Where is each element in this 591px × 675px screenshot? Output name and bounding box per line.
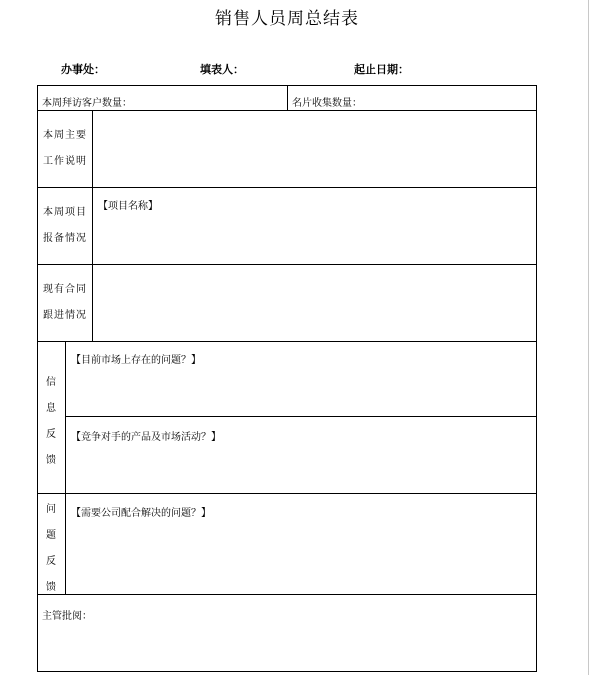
market-problem-field[interactable] — [66, 366, 536, 416]
office-label: 办事处： — [61, 63, 105, 76]
summary-form-table — [37, 85, 537, 672]
company-support-hint: 【需要公司配合解决的问题？】 — [71, 508, 211, 519]
info-label-char: 息 — [46, 403, 56, 414]
cards-count-field[interactable]: 名片收集数量： — [292, 98, 362, 109]
project-label-line2: 报备情况 — [43, 233, 87, 244]
contract-label-line1: 现有合同 — [43, 284, 87, 295]
contract-label-line2: 跟进情况 — [43, 310, 87, 321]
issue-label-char: 反 — [46, 556, 56, 567]
issue-label-char: 馈 — [46, 582, 56, 593]
row-divider — [38, 493, 536, 494]
competitor-hint: 【竞争对手的产品及市场活动？】 — [71, 432, 221, 443]
supervisor-comment-field[interactable] — [98, 595, 536, 671]
issue-label-char: 题 — [46, 530, 56, 541]
page-title: 销售人员周总结表 — [215, 9, 359, 29]
competitor-field[interactable] — [66, 443, 536, 493]
project-report-field[interactable] — [93, 211, 536, 264]
project-report-label — [38, 200, 92, 252]
info-label-char: 信 — [46, 377, 56, 388]
info-feedback-label — [38, 370, 64, 474]
page-edge — [588, 0, 589, 675]
contract-followup-field[interactable] — [93, 265, 536, 341]
row-divider — [65, 416, 536, 417]
company-support-field[interactable] — [66, 519, 536, 594]
row-divider — [38, 341, 536, 342]
work-description-label — [38, 123, 92, 175]
supervisor-comment-label: 主管批阅： — [42, 611, 92, 622]
info-label-char: 反 — [46, 429, 56, 440]
contract-followup-label — [38, 277, 92, 329]
project-name-hint: 【项目名称】 — [98, 201, 158, 212]
filler-label: 填表人： — [200, 63, 244, 76]
market-problem-hint: 【目前市场上存在的问题？】 — [71, 355, 201, 366]
visits-count-field[interactable]: 本周拜访客户数量： — [42, 98, 132, 109]
row-divider — [38, 187, 536, 188]
issue-feedback-label — [38, 497, 64, 601]
column-divider — [287, 86, 288, 110]
work-label-line1: 本周主要 — [43, 130, 87, 141]
date-range-label: 起止日期： — [354, 63, 409, 76]
work-label-line2: 工作说明 — [43, 156, 87, 167]
work-description-field[interactable] — [93, 111, 536, 187]
issue-label-char: 问 — [46, 504, 56, 515]
info-label-char: 馈 — [46, 455, 56, 466]
project-label-line1: 本周项目 — [43, 207, 87, 218]
